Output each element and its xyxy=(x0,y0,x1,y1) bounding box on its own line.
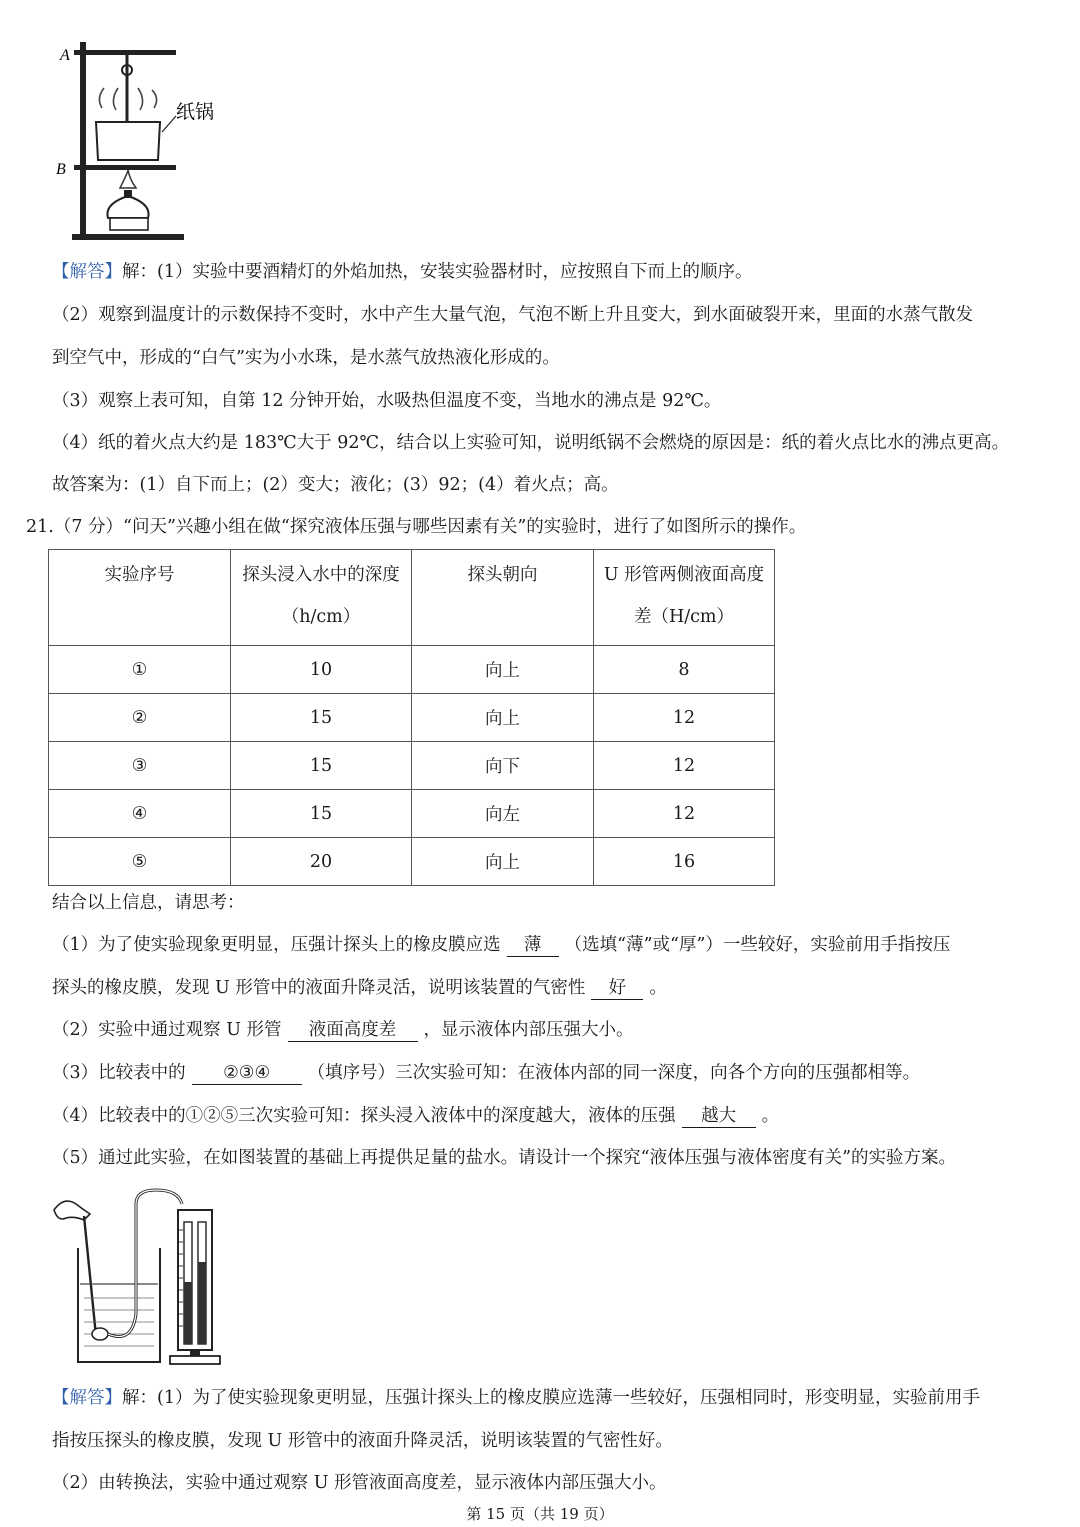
answer-tag: 【解答】 xyxy=(52,262,122,282)
label-b: B xyxy=(56,161,66,178)
table-row: ④ 15 向左 12 xyxy=(49,790,775,838)
answer1-line6: 故答案为：(1）自下而上；(2）变大；液化；(3）92；(4）着火点；高。 xyxy=(52,475,619,495)
answer2-line1: 【解答】解：(1）为了使实验现象更明显，压强计探头上的橡皮膜应选薄一些较好，压强相同时，形变明显，实验前用手 xyxy=(52,1388,980,1408)
sub-question-3: （3）比较表中的 ②③④ （填序号）三次实验可知：在液体内部的同一深度，向各个方向的压强都相等。 xyxy=(52,1063,921,1083)
answer2-line2: 指按压探头的橡皮膜，发现 U 形管中的液面升降灵活，说明该装置的气密性好。 xyxy=(52,1431,673,1451)
table-row: ① 10 向上 8 xyxy=(49,646,775,694)
table-row: ③ 15 向下 12 xyxy=(49,742,775,790)
answer1-line1: 【解答】解：(1）实验中要酒精灯的外焰加热，安装实验器材时，应按照自下而上的顺序。 xyxy=(52,262,753,282)
header-cell: U 形管两侧液面高度 差（H/cm） xyxy=(594,550,775,646)
answer1-line3: 到空气中，形成的“白气”实为小水珠，是水蒸气放热液化形成的。 xyxy=(52,348,560,368)
answer1-line4: （3）观察上表可知，自第 12 分钟开始，水吸热但温度不变，当地水的沸点是 92℃。 xyxy=(52,391,722,411)
paper-pot-apparatus-figure xyxy=(50,38,240,244)
table-row: ⑤ 20 向上 16 xyxy=(49,838,775,886)
answer1-line2: （2）观察到温度计的示数保持不变时，水中产生大量气泡，气泡不断上升且变大，到水面破裂开来，里面的水蒸气散发 xyxy=(52,305,974,325)
table-header-row xyxy=(49,550,775,646)
label-a: A xyxy=(60,47,70,64)
answer1-line5: （4）纸的着火点大约是 183℃大于 92℃，结合以上实验可知，说明纸锅不会燃烧的原因是：纸的着火点比水的沸点更高。 xyxy=(52,433,1010,453)
header-cell: 探头浸入水中的深度 （h/cm） xyxy=(231,550,412,646)
sub-question-5: （5）通过此实验，在如图装置的基础上再提供足量的盐水。请设计一个探究“液体压强与液体密度有关”的实验方案。 xyxy=(52,1148,957,1168)
header-cell: 实验序号 xyxy=(49,550,231,646)
sub-question-2: （2）实验中通过观察 U 形管 液面高度差 ，显示液体内部压强大小。 xyxy=(52,1020,634,1040)
answer-tag: 【解答】 xyxy=(52,1388,122,1408)
table-row: ② 15 向上 12 xyxy=(49,694,775,742)
answer-blank: 液面高度差 xyxy=(288,1019,418,1042)
header-cell: 探头朝向 xyxy=(412,550,594,646)
sub-question-1-cont: 探头的橡皮膜，发现 U 形管中的液面升降灵活，说明该装置的气密性 好 。 xyxy=(52,978,667,998)
label-paper-pot: 纸锅 xyxy=(176,101,215,123)
answer-blank: ②③④ xyxy=(192,1062,302,1085)
answer-blank: 好 xyxy=(591,977,643,1000)
experiment-table xyxy=(48,549,775,886)
page-footer: 第 15 页（共 19 页） xyxy=(466,1505,614,1523)
answer-blank: 越大 xyxy=(682,1105,756,1128)
sub-question-1: （1）为了使实验现象更明显，压强计探头上的橡皮膜应选 薄 （选填“薄”或“厚”）一些较好，实验前用手指按压 xyxy=(52,935,951,955)
answer-blank: 薄 xyxy=(507,934,559,957)
answer2-line3: （2）由转换法，实验中通过观察 U 形管液面高度差，显示液体内部压强大小。 xyxy=(52,1473,667,1493)
think-prompt: 结合以上信息，请思考： xyxy=(52,893,245,913)
question-21-stem: 21.（7 分）“问天”兴趣小组在做“探究液体压强与哪些因素有关”的实验时，进行了如图所示的操作。 xyxy=(26,517,807,537)
sub-question-4: （4）比较表中的①②⑤三次实验可知：探头浸入液体中的深度越大，液体的压强 越大 。 xyxy=(52,1106,780,1126)
pressure-gauge-figure xyxy=(50,1186,230,1368)
